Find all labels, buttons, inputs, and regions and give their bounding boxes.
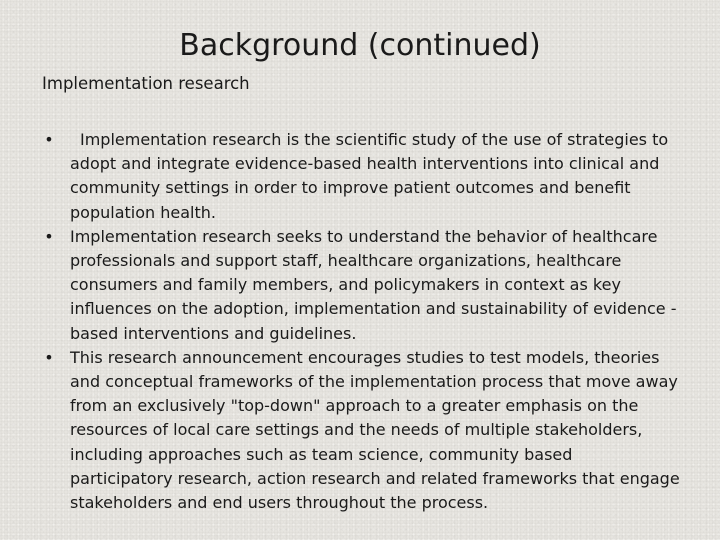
slide-title: Background (continued)	[179, 28, 541, 63]
bullet-text: Implementation research seeks to understand the behavior of healthcare professionals and support staff, healthcare organizations, healthcare consumers and family members, and policymakers in context as key influences on the adoption, implementation and sustainability of evidence -based interventions and guidelines.	[70, 226, 677, 343]
bullet-list	[28, 128, 680, 515]
bullet-item-1	[28, 128, 680, 225]
bullet-marker-icon: •	[44, 226, 54, 246]
bullet-marker-icon: •	[44, 130, 54, 149]
bullet-item-2	[28, 225, 680, 346]
bullet-text: This research announcement encourages studies to test models, theories and conceptual frameworks of the implementation process that move away from an exclusively "top-down" approach to a greater emphasis on the resources of local care settings and the needs of multiple stakeholders, including approaches such as team science, community based participatory research, action research and related frameworks that engage stakeholders and end users throughout the process.	[70, 347, 680, 513]
slide-subtitle: Implementation research	[42, 74, 250, 93]
bullet-marker-icon: •	[44, 347, 54, 367]
bullet-text: Implementation research is the scientific study of the use of strategies to adopt and integrate evidence-based health interventions into clinical and community settings in order to improve patient outcomes and benefit population health.	[70, 130, 669, 222]
bullet-item-3	[28, 346, 680, 515]
